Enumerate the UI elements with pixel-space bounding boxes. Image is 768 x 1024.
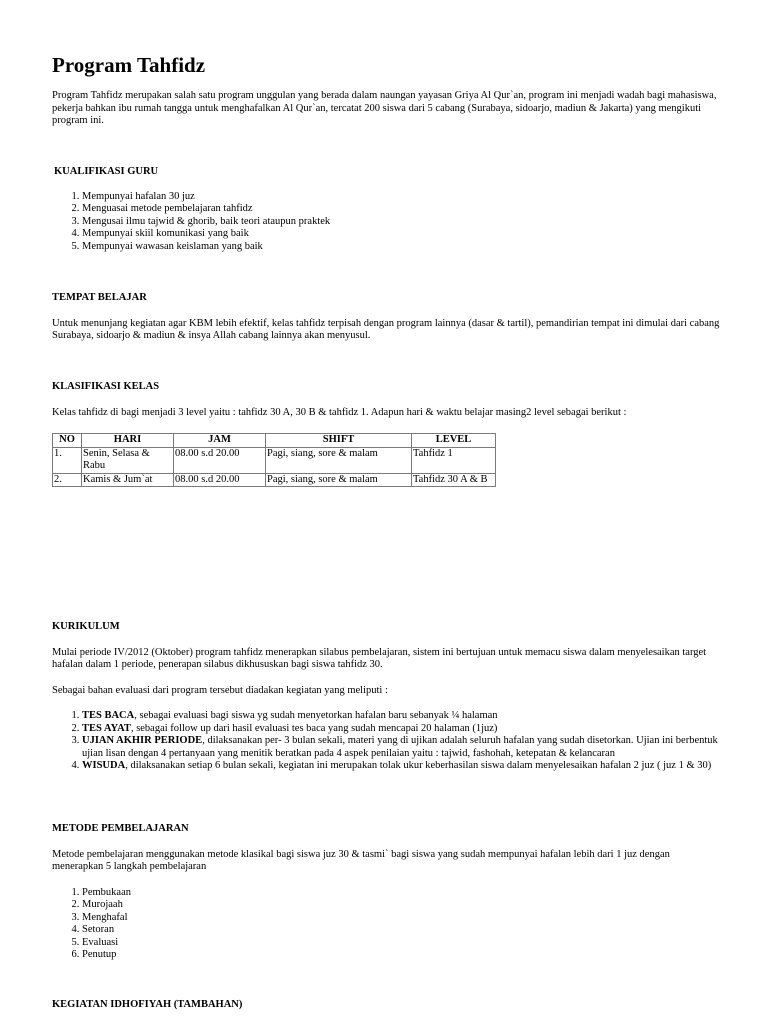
- schedule-table: [52, 433, 496, 487]
- column-header: LEVEL: [412, 434, 496, 448]
- evaluation-list: [52, 710, 720, 773]
- list-item: 3. Mengusai ilmu tajwid & ghorib, baik teori ataupun praktek: [82, 216, 720, 229]
- table-cell: Tahfidz 30 A & B: [412, 473, 496, 487]
- list-item-term: UJIAN AKHIR PERIODE: [82, 735, 203, 746]
- idhofiyah-heading: KEGIATAN IDHOFIYAH (TAMBAHAN): [52, 999, 243, 1010]
- tempat-section: [52, 292, 720, 343]
- metode-heading: METODE PEMBELAJARAN: [52, 823, 189, 834]
- column-header: NO: [53, 434, 82, 448]
- table-header-row: [53, 434, 496, 448]
- tempat-paragraph: Untuk menunjang kegiatan agar KBM lebih efektif, kelas tahfidz terpisah dengan program lainnya (dasar & tartil), pemandirian tempat ini dimulai dari cabang Surabaya, sidoarjo & madiun & insya Allah cabang lainnya akan menyusul.: [52, 317, 720, 341]
- list-item: [82, 760, 720, 773]
- table-cell: Tahfidz 1: [412, 447, 496, 473]
- table-cell: 2.: [53, 473, 82, 487]
- tempat-heading: TEMPAT BELAJAR: [52, 292, 147, 303]
- klasifikasi-heading: KLASIFIKASI KELAS: [52, 381, 160, 392]
- list-item: [82, 735, 720, 760]
- table-cell: Senin, Selasa & Rabu: [82, 447, 174, 473]
- list-item: 2. Menguasai metode pembelajaran tahfidz: [82, 203, 720, 216]
- table-cell: 1.: [53, 447, 82, 473]
- list-item-term: TES AYAT: [82, 722, 131, 734]
- metode-section: [52, 823, 720, 962]
- column-header: SHIFT: [266, 434, 412, 448]
- list-item: 5. Mempunyai wawasan keislaman yang baik: [82, 241, 720, 254]
- list-item: 6. Penutup: [82, 949, 720, 962]
- table-cell: 08.00 s.d 20.00: [174, 473, 266, 487]
- kualifikasi-heading: KUALIFIKASI GURU: [54, 166, 159, 177]
- list-item: 1. Mempunyai hafalan 30 juz: [82, 191, 720, 204]
- list-item-term: WISUDA: [82, 760, 126, 771]
- list-item: 2. Murojaah: [82, 899, 720, 912]
- kurikulum-paragraph: Mulai periode IV/2012 (Oktober) program tahfidz menerapkan silabus pembelajaran, sistem ini bertujuan untuk memacu siswa dalam menyelesaikan target hafalan dalam 1 periode, penerapan silabus dikhususkan bagi siswa tahfidz 30.: [52, 646, 707, 670]
- list-item-desc: , sebagai evaluasi bagi siswa yg sudah menyetorkan hafalan baru sebanyak ¼ halaman: [134, 710, 498, 721]
- metode-steps-list: [52, 887, 720, 962]
- kualifikasi-list: [52, 191, 720, 254]
- kurikulum-evaluation-intro: Sebagai bahan evaluasi dari program tersebut diadakan kegiatan yang meliputi :: [52, 684, 388, 696]
- list-item-desc: , dilaksanakan per- 3 bulan sekali, materi yang di ujikan adalah seluruh hafalan yang sudah disetorkan. Ujian ini berbentuk ujian lisan dengan 4 pertanyaan yang menitik beratkan pada 4 aspek penilaian yaitu : tajwid, fashohah, ketepatan & kelancaran: [82, 735, 718, 759]
- table-cell: Kamis & Jum`at: [82, 473, 174, 487]
- klasifikasi-paragraph: Kelas tahfidz di bagi menjadi 3 level yaitu : tahfidz 30 A, 30 B & tahfidz 1. Adapun hari & waktu belajar masing2 level sebagai berikut :: [52, 406, 627, 418]
- table-row: [53, 447, 496, 473]
- list-item: [82, 723, 720, 736]
- list-item: 4. Setoran: [82, 924, 720, 937]
- table-cell: Pagi, siang, sore & malam: [266, 447, 412, 473]
- klasifikasi-section: [52, 381, 720, 487]
- page-title: Program Tahfidz: [52, 53, 206, 77]
- list-item: 4. Mempunyai skiil komunikasi yang baik: [82, 228, 720, 241]
- table-cell: 08.00 s.d 20.00: [174, 447, 266, 473]
- intro-section: [52, 90, 720, 128]
- kurikulum-section: [52, 621, 720, 773]
- kualifikasi-section: [52, 166, 720, 253]
- list-item-term: TES BACA: [82, 710, 135, 721]
- table-cell: Pagi, siang, sore & malam: [266, 473, 412, 487]
- idhofiyah-section: [52, 999, 720, 1012]
- intro-paragraph: Program Tahfidz merupakan salah satu program unggulan yang berada dalam naungan yayasan Griya Al Qur`an, program ini menjadi wadah bagi mahasiswa, pekerja bahkan ibu rumah tangga untuk menghafalkan Al Qur`an, tercatat 200 siswa dari 5 cabang (Surabaya, sidoarjo, madiun & Jakarta) yang mengikuti program ini.: [52, 90, 717, 126]
- metode-paragraph: Metode pembelajaran menggunakan metode klasikal bagi siswa juz 30 & tasmi` bagi siswa yang sudah mempunyai hafalan lebih dari 1 juz dengan menerapkan 5 langkah pembelajaran: [52, 848, 670, 872]
- column-header: HARI: [82, 434, 174, 448]
- list-item: 1. Pembukaan: [82, 887, 720, 900]
- list-item-desc: , sebagai follow up dari hasil evaluasi tes baca yang sudah mencapai 20 halaman (1juz): [130, 722, 498, 734]
- kurikulum-heading: KURIKULUM: [52, 621, 120, 632]
- list-item: 5. Evaluasi: [82, 937, 720, 950]
- table-row: [53, 473, 496, 487]
- list-item-desc: , dilaksanakan setiap 6 bulan sekali, kegiatan ini merupakan tolak ukur keberhasilan siswa dalam menyelesaikan hafalan 2 juz ( juz 1 & 30): [125, 760, 712, 771]
- list-item: 3. Menghafal: [82, 912, 720, 925]
- column-header: JAM: [174, 434, 266, 448]
- list-item: [82, 710, 720, 723]
